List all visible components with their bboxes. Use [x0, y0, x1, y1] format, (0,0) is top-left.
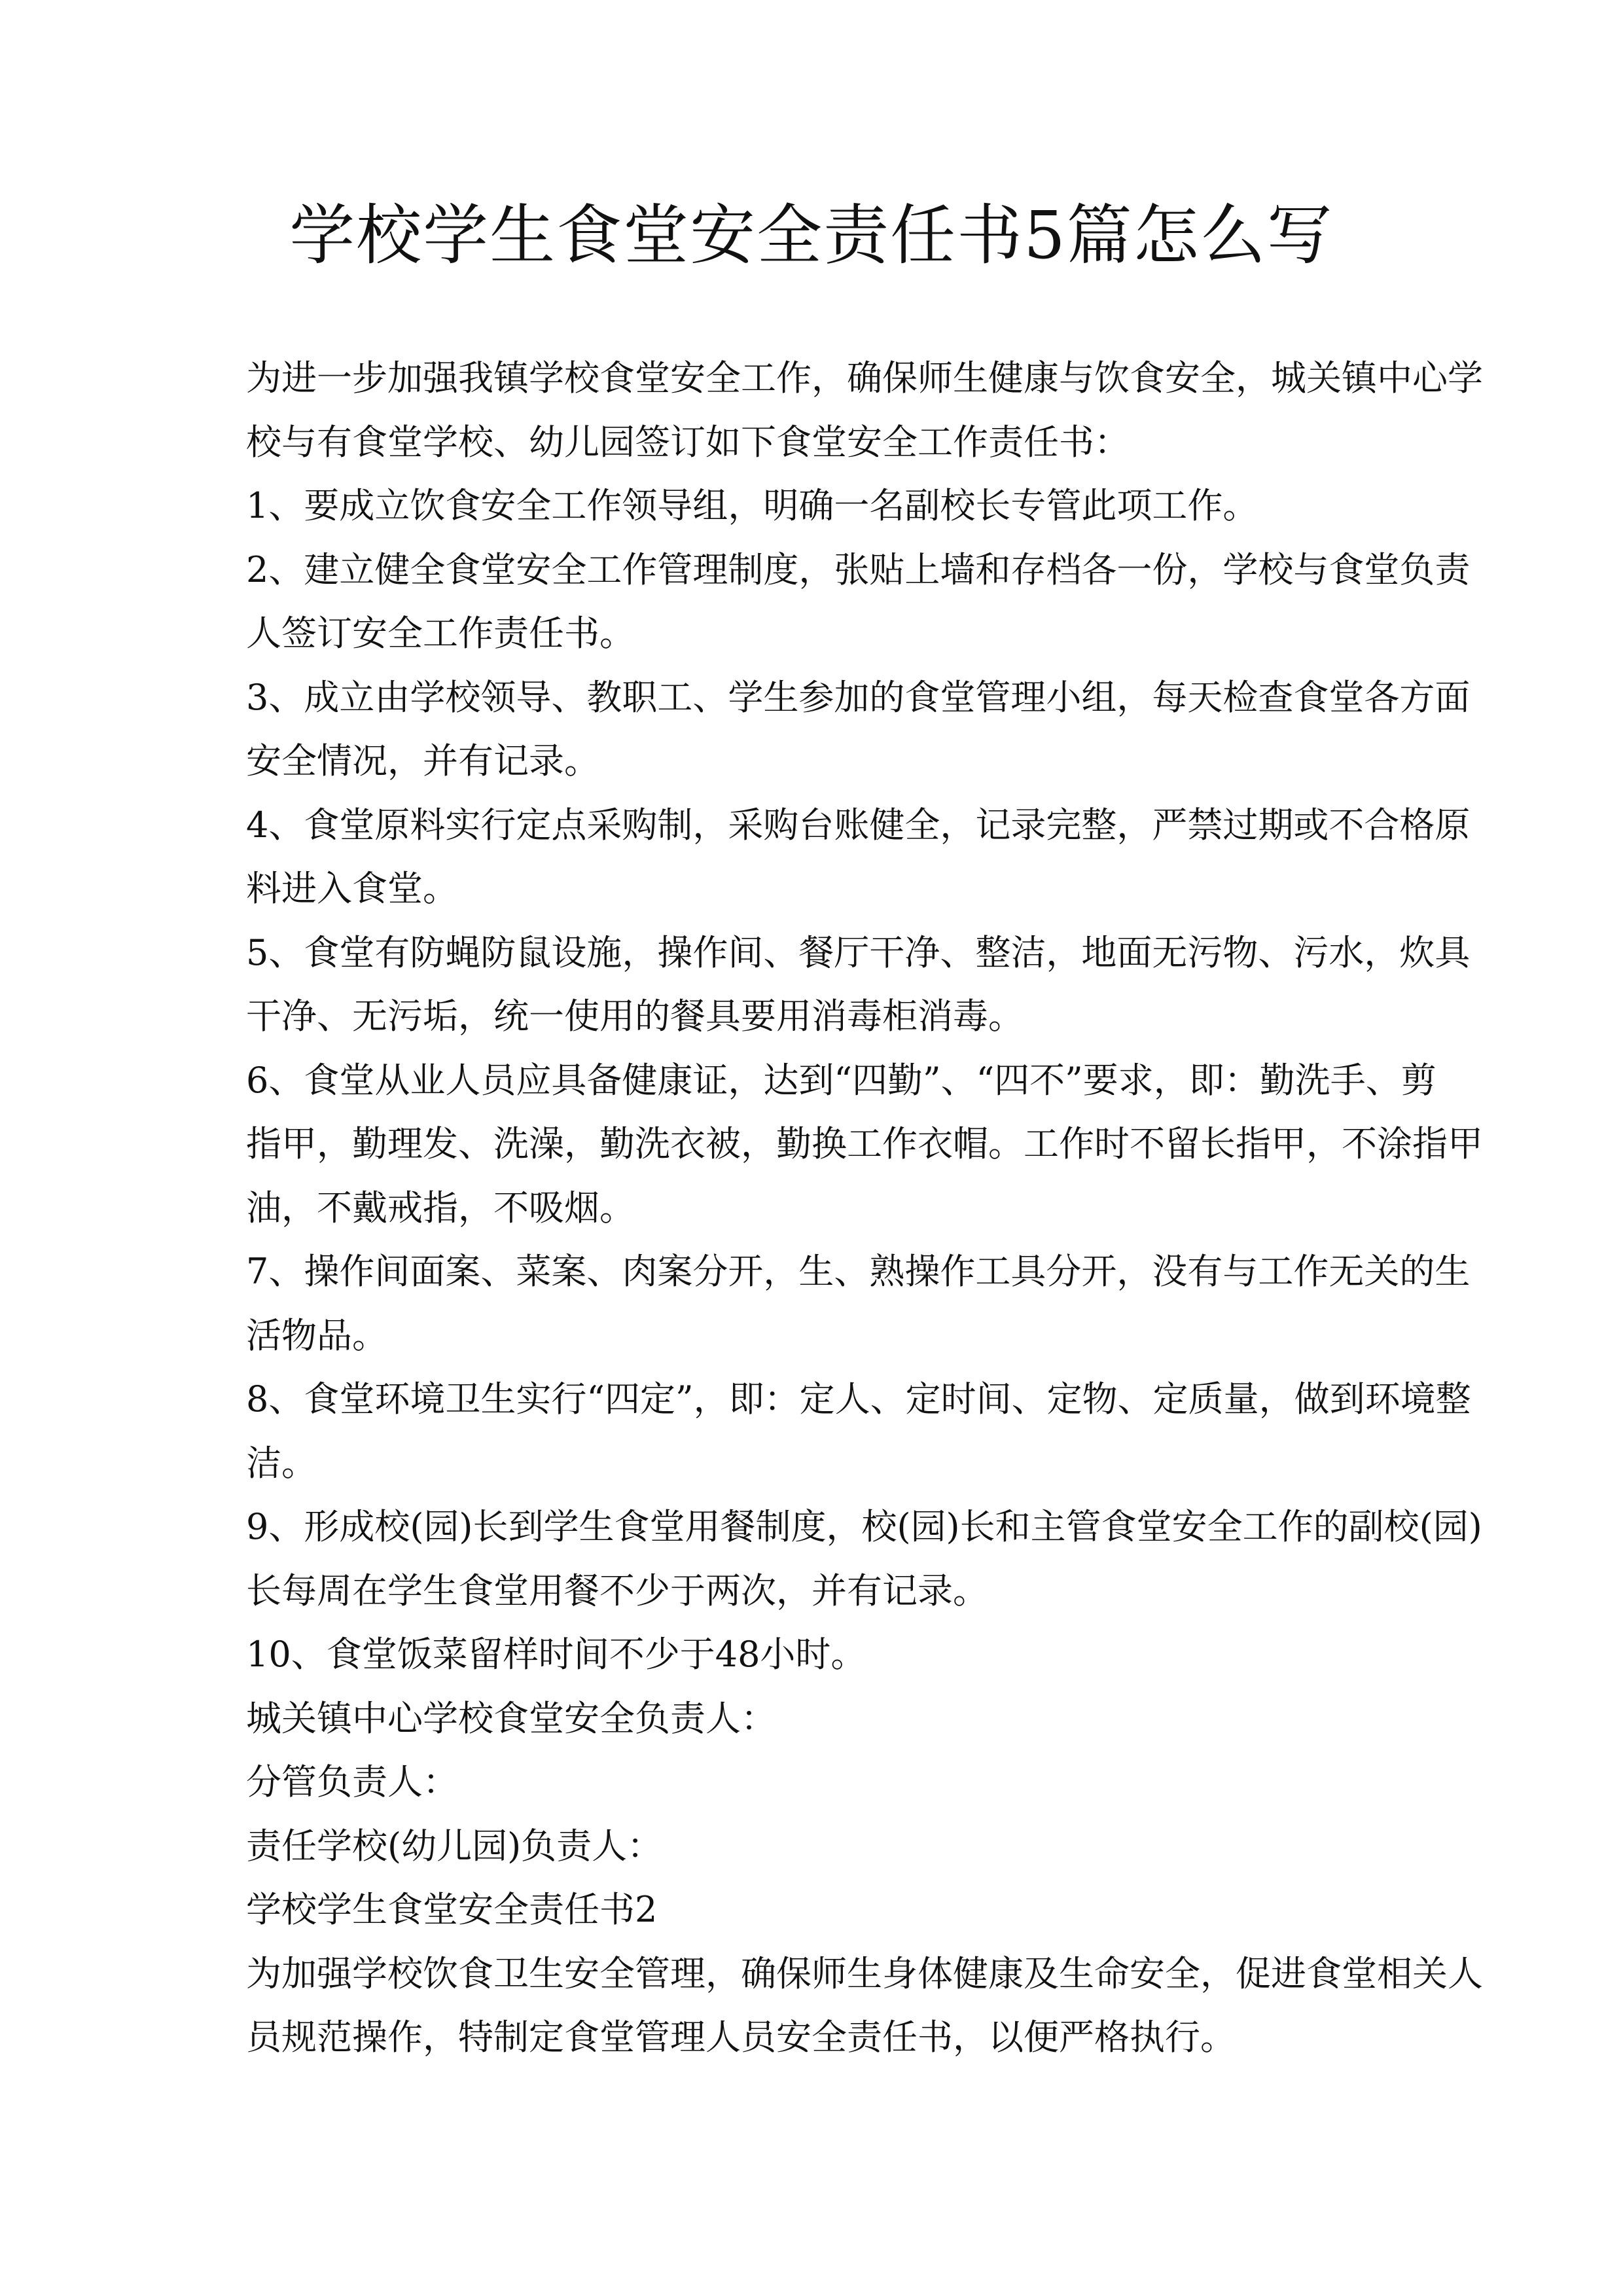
- text-line: 5、食堂有防蝇防鼠设施，操作间、餐厅干净、整洁，地面无污物、污水，炊具: [246, 931, 1471, 973]
- text-line: 料进入食堂。: [246, 868, 458, 909]
- text-line: 6、食堂从业人员应具备健康证，达到“四勤”、“四不”要求，即：勤洗手、剪: [246, 1059, 1436, 1101]
- text-line: 9、形成校(园)长到学生食堂用餐制度，校(园)长和主管食堂安全工作的副校(园): [246, 1506, 1482, 1547]
- document-body: [246, 346, 1483, 2070]
- text-line: 人签订安全工作责任书。: [246, 613, 635, 654]
- text-line: 10、食堂饭菜留样时间不少于48小时。: [246, 1634, 866, 1675]
- text-line: 油，不戴戒指，不吸烟。: [246, 1187, 635, 1229]
- text-line: 3、成立由学校领导、教职工、学生参加的食堂管理小组，每天检查食堂各方面: [246, 676, 1471, 718]
- text-line: 校与有食堂学校、幼儿园签订如下食堂安全工作责任书：: [246, 421, 1130, 463]
- text-line: 8、食堂环境卫生实行“四定”，即：定人、定时间、定物、定质量，做到环境整: [246, 1378, 1471, 1420]
- text-line: 安全情况，并有记录。: [246, 740, 599, 781]
- text-line: 4、食堂原料实行定点采购制，采购台账健全，记录完整，严禁过期或不合格原: [246, 804, 1471, 846]
- text-line: 7、操作间面案、菜案、肉案分开，生、熟操作工具分开，没有与工作无关的生: [246, 1251, 1471, 1292]
- text-line: 学校学生食堂安全责任书2: [246, 1889, 658, 1930]
- text-line: 为进一步加强我镇学校食堂安全工作，确保师生健康与饮食安全，城关镇中心学: [246, 357, 1483, 399]
- text-line: 2、建立健全食堂安全工作管理制度，张贴上墙和存档各一份，学校与食堂负责: [246, 548, 1471, 590]
- text-line: 分管负责人：: [246, 1761, 458, 1803]
- text-line: 干净、无污垢，统一使用的餐具要用消毒柜消毒。: [246, 996, 1024, 1037]
- text-line: 1、要成立饮食安全工作领导组，明确一名副校长专管此项工作。: [246, 485, 1258, 526]
- text-line: 责任学校(幼儿园)负责人：: [246, 1825, 663, 1867]
- text-line: 长每周在学生食堂用餐不少于两次，并有记录。: [246, 1570, 988, 1611]
- document-title: 学校学生食堂安全责任书5篇怎么写: [289, 197, 1334, 274]
- text-line: 活物品。: [246, 1314, 387, 1356]
- text-line: 员规范操作，特制定食堂管理人员安全责任书，以便严格执行。: [246, 2017, 1236, 2058]
- text-line: 城关镇中心学校食堂安全负责人：: [246, 1697, 776, 1739]
- text-line: 洁。: [246, 1442, 317, 1484]
- text-line: 指甲，勤理发、洗澡，勤洗衣被，勤换工作衣帽。工作时不留长指甲，不涂指甲: [246, 1123, 1483, 1164]
- text-line: 为加强学校饮食卫生安全管理，确保师生身体健康及生命安全，促进食堂相关人: [246, 1952, 1483, 1994]
